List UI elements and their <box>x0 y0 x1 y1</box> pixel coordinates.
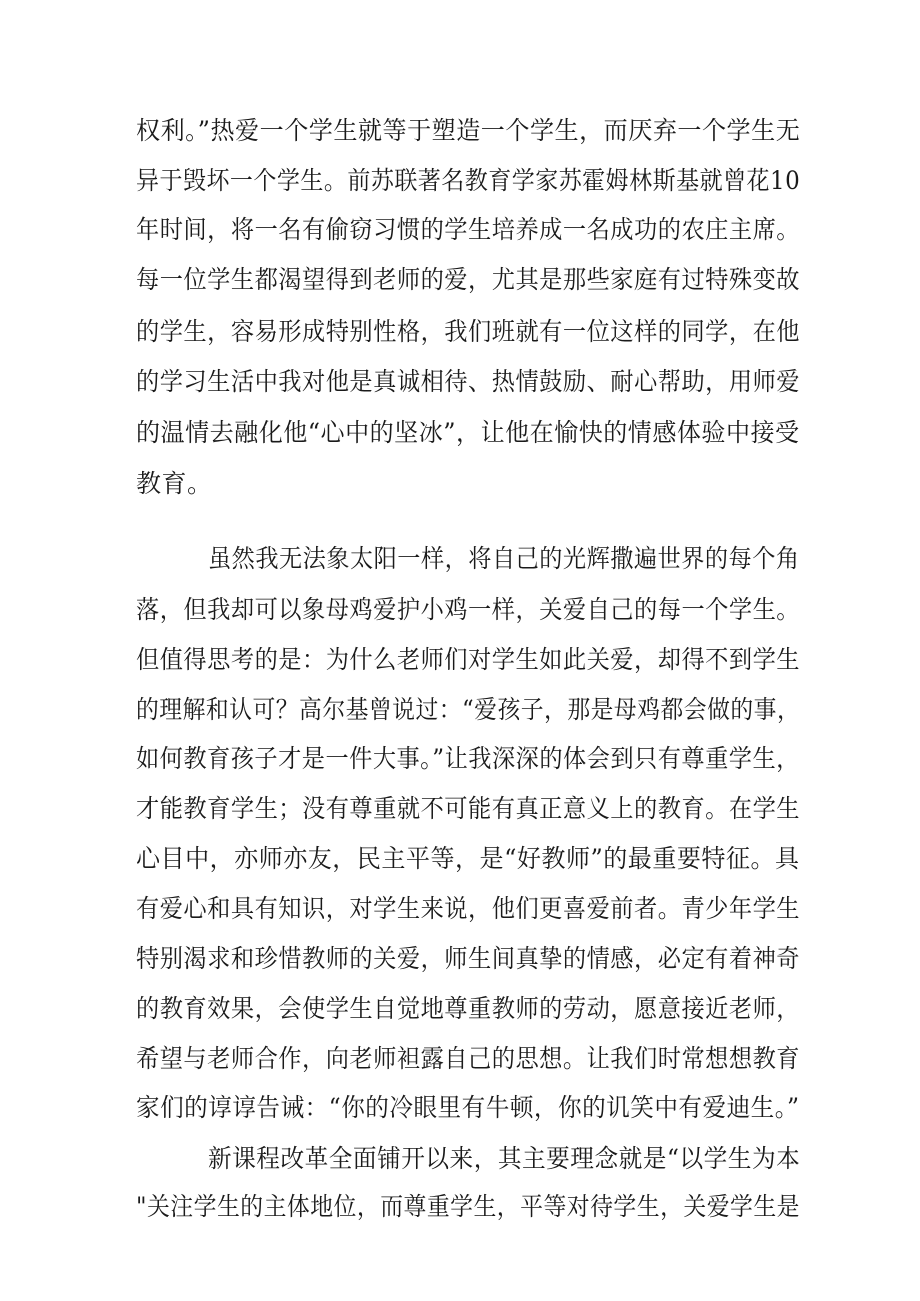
text-line: 有爱心和具有知识，对学生来说，他们更喜爱前者。青少年学生 <box>136 894 801 923</box>
text-line: 异于毁坏一个学生。前苏联著名教育学家苏霍姆林斯基就曾花10 <box>136 166 801 195</box>
text-line: 权利。”热爱一个学生就等于塑造一个学生，而厌弃一个学生无 <box>136 116 801 145</box>
text-line: 年时间，将一名有偷窃习惯的学生培养成一名成功的农庄主席。 <box>136 215 801 244</box>
text-line: 如何教育孩子才是一件大事。”让我深深的体会到只有尊重学生， <box>136 744 800 773</box>
text-line: 特别渴求和珍惜教师的关爱，师生间真挚的情感，必定有着神奇 <box>136 944 801 973</box>
text-line: 心目中，亦师亦友，民主平等，是“好教师”的最重要特征。具 <box>136 844 800 873</box>
text-line: "关注学生的主体地位，而尊重学生，平等对待学生，关爱学生是 <box>136 1192 801 1221</box>
paragraph-first-line: 虽然我无法象太阳一样，将自己的光辉撒遍世界的每个角 <box>208 544 800 573</box>
text-line: 落，但我却可以象母鸡爱护小鸡一样，关爱自己的每一个学生。 <box>136 595 801 624</box>
text-line: 才能教育学生；没有尊重就不可能有真正意义上的教育。在学生 <box>136 794 801 823</box>
text-line: 的学习生活中我对他是真诚相待、热情鼓励、耐心帮助，用师爱 <box>136 367 801 396</box>
text-line: 每一位学生都渴望得到老师的爱，尤其是那些家庭有过特殊变故 <box>136 265 801 294</box>
text-line: 教育。 <box>136 469 213 498</box>
text-line: 但值得思考的是：为什么老师们对学生如此关爱，却得不到学生 <box>136 645 801 674</box>
paragraph-first-line: 新课程改革全面铺开以来，其主要理念就是“以学生为本 <box>208 1144 801 1173</box>
text-line: 的温情去融化他“心中的坚冰”，让他在愉快的情感体验中接受 <box>136 418 800 447</box>
text-line: 希望与老师合作，向老师袒露自己的思想。让我们时常想想教育 <box>136 1044 801 1073</box>
text-line: 的教育效果，会使学生自觉地尊重教师的劳动，愿意接近老师， <box>136 994 801 1023</box>
text-line: 家们的谆谆告诫：“你的冷眼里有牛顿，你的讥笑中有爱迪生。” <box>136 1093 800 1122</box>
text-line: 的理解和认可？高尔基曾说过：“爱孩子，那是母鸡都会做的事， <box>136 695 801 724</box>
text-line: 的学生，容易形成特别性格，我们班就有一位这样的同学，在他 <box>136 317 801 346</box>
